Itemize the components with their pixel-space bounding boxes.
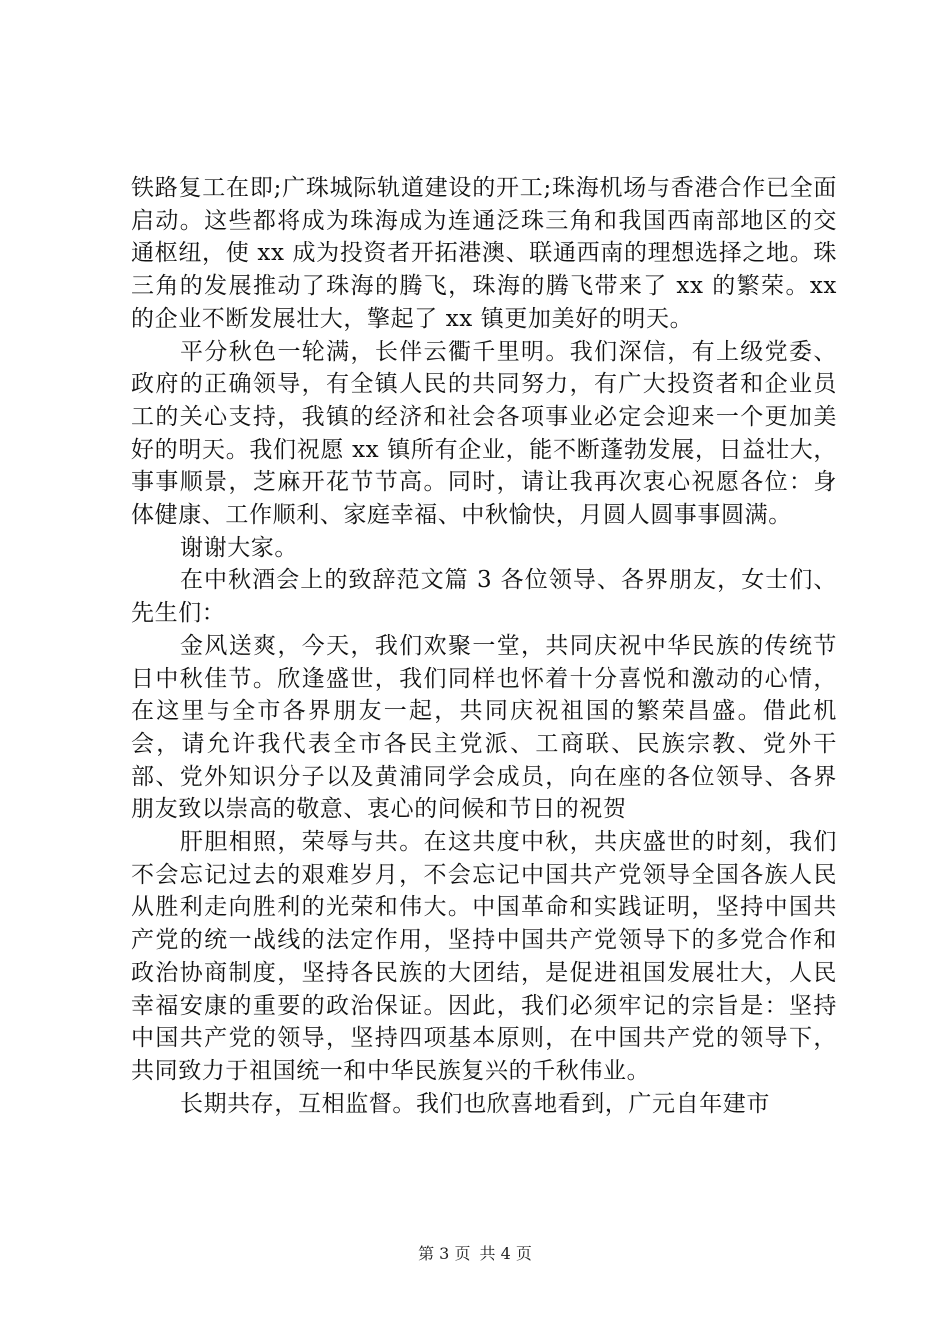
paragraph: 在中秋酒会上的致辞范文篇 3 各位领导、各界朋友，女士们、先生们： (131, 567, 837, 627)
page-total: 共 4 页 (479, 1244, 532, 1263)
paragraph: 平分秋色一轮满，长伴云衢千里明。我们深信，有上级党委、政府的正确领导，有全镇人民的共同努力，有广大投资者和企业员工的关心支持，我镇的经济和社会各项事业必定会迎来一个更加美好的明天。我们祝愿 xx 镇所有企业，能不断蓬勃发展，日益壮大，事事顺景，芝麻开花节节高。同时，请让我再次衷心祝愿各位：身体健康、工作顺利、家庭幸福、中秋愉快，月圆人圆事事圆满。 (131, 338, 837, 529)
paragraph: 长期共存，互相监督。我们也欣喜地看到，广元自年建市 (180, 1090, 770, 1117)
paragraph: 金风送爽，今天，我们欢聚一堂，共同庆祝中华民族的传统节日中秋佳节。欣逢盛世，我们同样也怀着十分喜悦和激动的心情，在这里与全市各界朋友一起，共同庆祝祖国的繁荣昌盛。借此机会，请允许我代表全市各民主党派、工商联、民族宗教、党外干部、党外知识分子以及黄浦同学会成员，向在座的各位领导、各界朋友致以崇高的敬意、衷心的问候和节日的祝贺 (131, 632, 837, 823)
paragraph: 谢谢大家。 (180, 534, 298, 561)
paragraph: 铁路复工在即;广珠城际轨道建设的开工;珠海机场与香港合作已全面启动。这些都将成为珠海成为连通泛珠三角和我国西南部地区的交通枢纽，使 xx 成为投资者开拓港澳、联通西南的理想选择之地。珠三角的发展推动了珠海的腾飞，珠海的腾飞带来了 xx 的繁荣。xx 的企业不断发展壮大，擎起了 xx 镇更加美好的明天。 (131, 175, 837, 332)
document-body (131, 172, 837, 1120)
page-footer (0, 1244, 950, 1264)
paragraph: 肝胆相照，荣辱与共。在这共度中秋，共庆盛世的时刻，我们不会忘记过去的艰难岁月，不会忘记中国共产党领导全国各族人民从胜利走向胜利的光荣和伟大。中国革命和实践证明，坚持中国共产党的统一战线的法定作用，坚持中国共产党领导下的多党合作和政治协商制度，坚持各民族的大团结，是促进祖国发展壮大，人民幸福安康的重要的政治保证。因此，我们必须牢记的宗旨是：坚持中国共产党的领导，坚持四项基本原则，在中国共产党的领导下，共同致力于祖国统一和中华民族复兴的千秋伟业。 (131, 829, 837, 1084)
page-number: 第 3 页 (418, 1244, 471, 1263)
